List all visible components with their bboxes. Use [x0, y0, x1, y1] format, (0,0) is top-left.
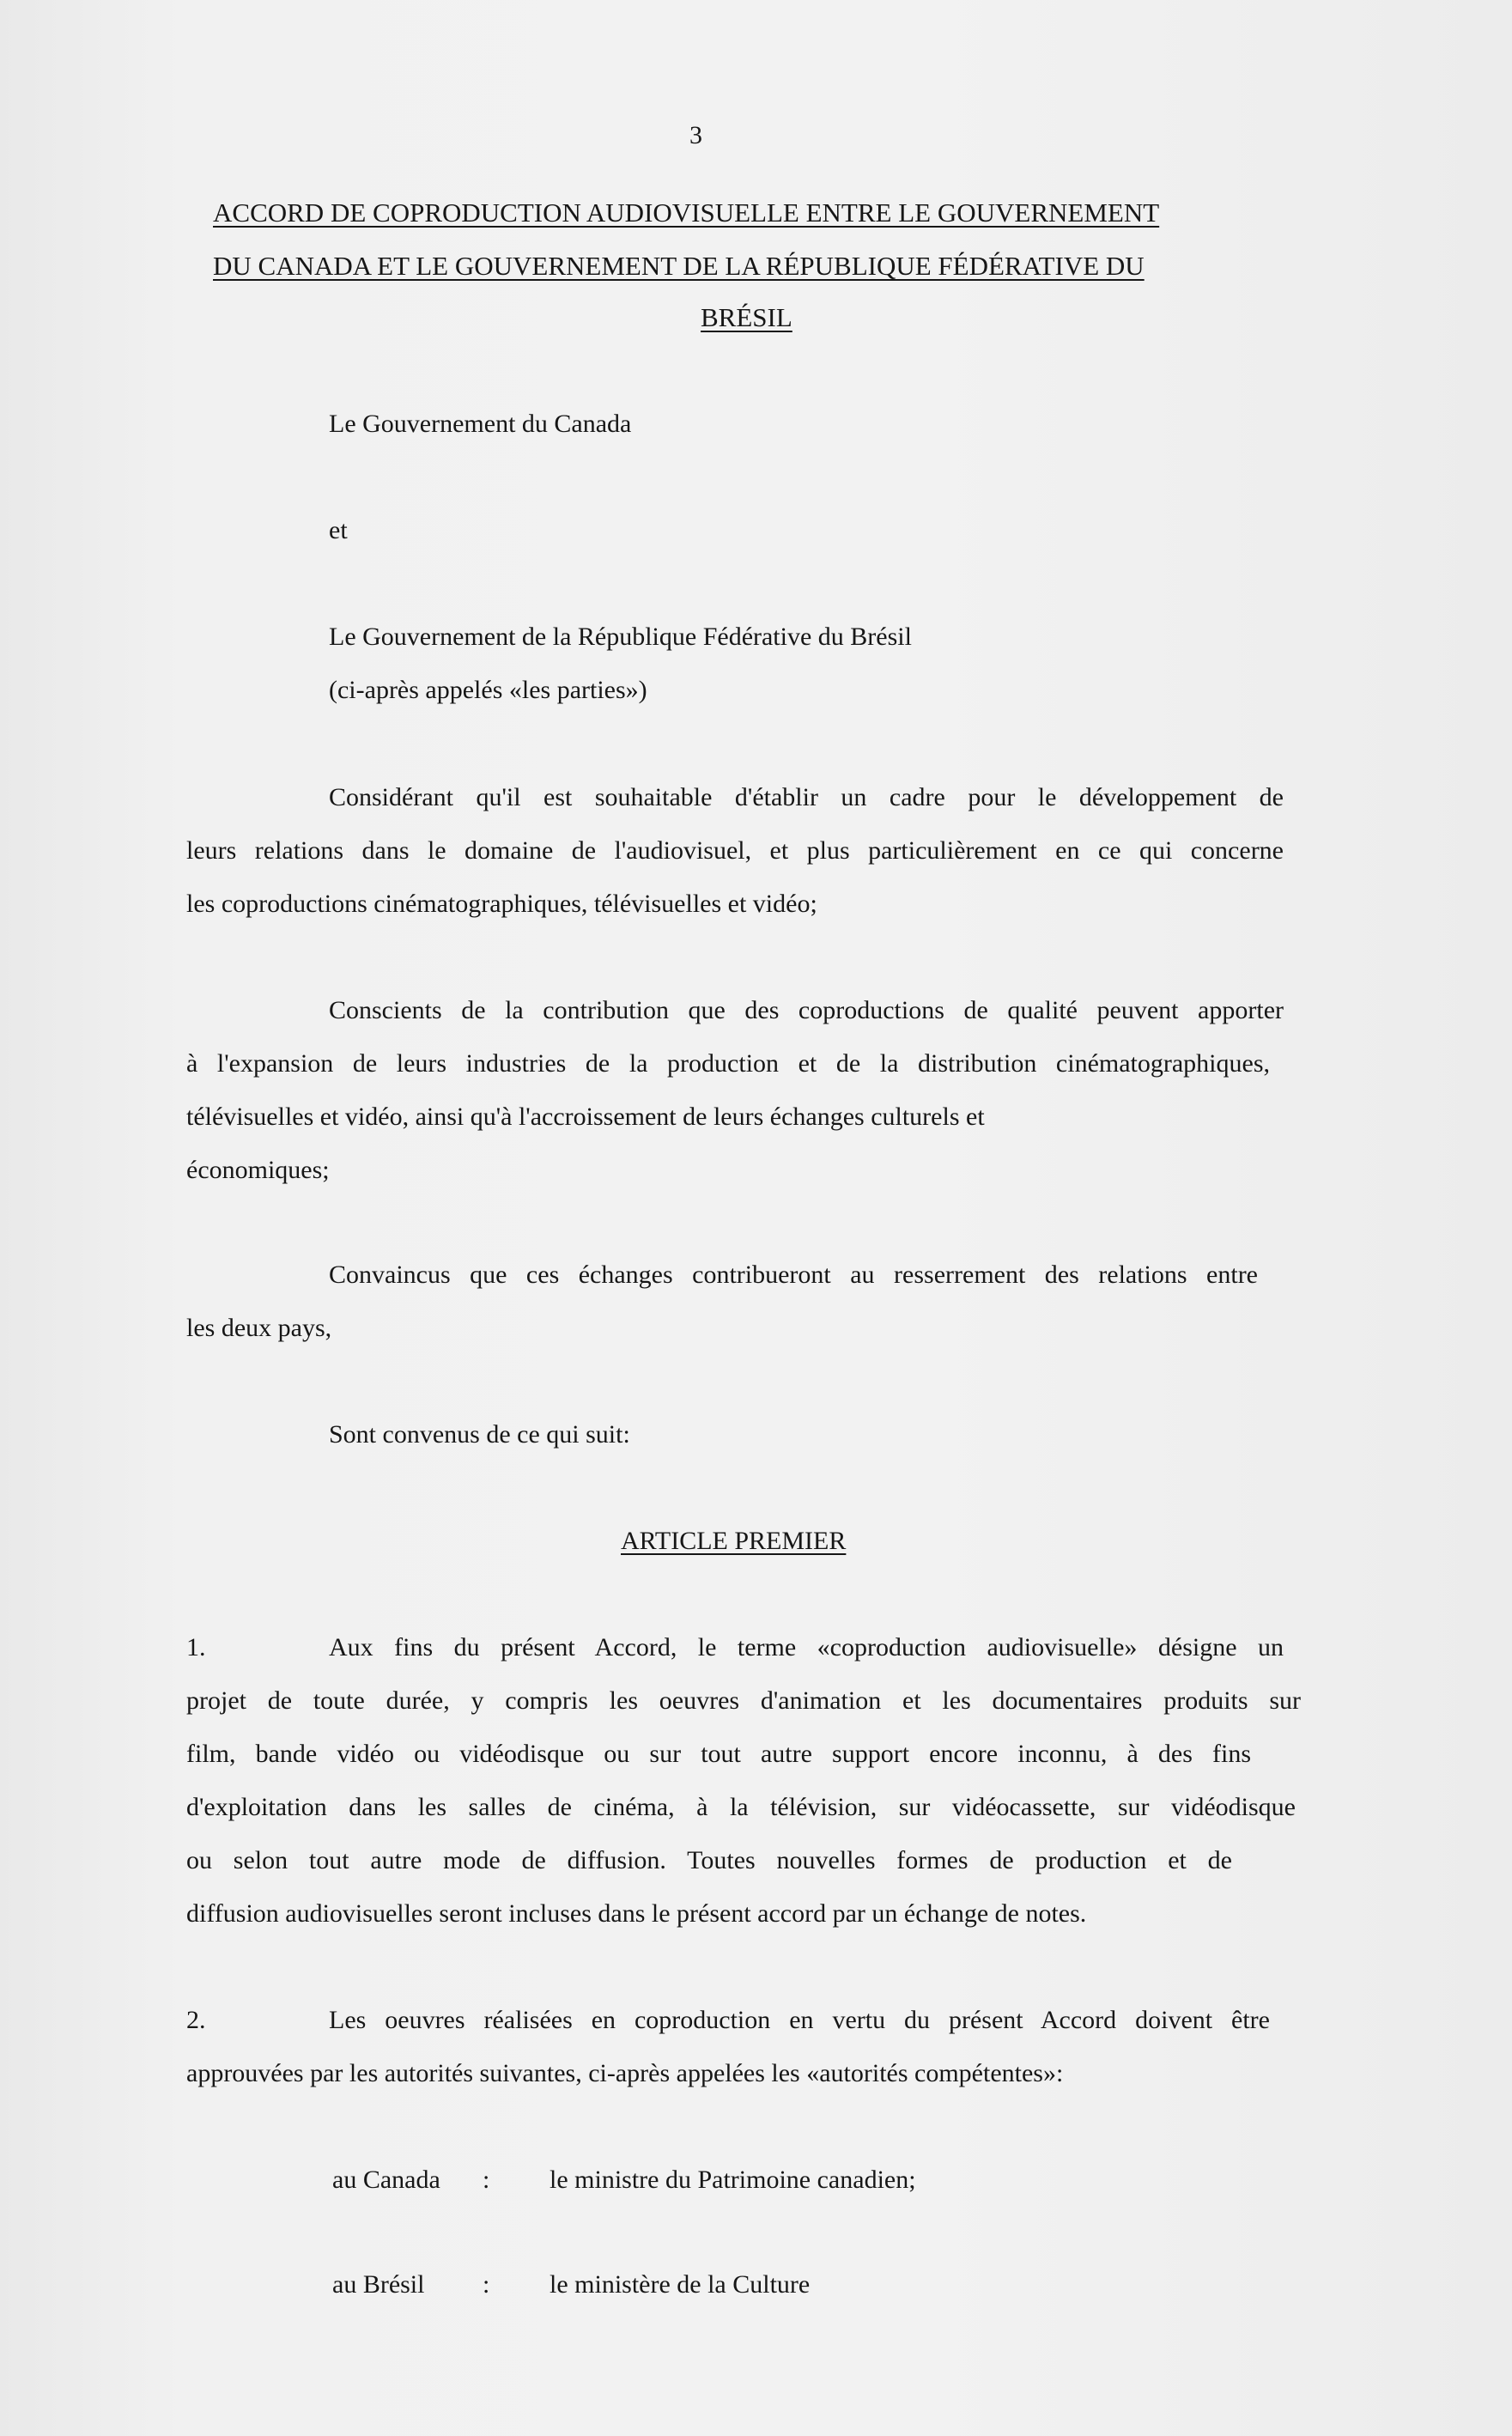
article-heading: ARTICLE PREMIER — [621, 1527, 847, 1555]
article-para-1-line-5: ou selon tout autre mode de diffusion. Toutes nouvelles formes de production et de — [186, 1846, 1232, 1874]
party-brazil: Le Gouvernement de la République Fédérative du Brésil — [329, 623, 912, 651]
article-para-1-line-3: film, bande vidéo ou vidéodisque ou sur tout autre support encore inconnu, à des fins — [186, 1740, 1251, 1768]
conscients-line-2: à l'expansion de leurs industries de la production et de la distribution cinématographiques, — [186, 1049, 1270, 1078]
sont-convenus: Sont convenus de ce qui suit: — [329, 1420, 630, 1449]
article-para-2-line-2: approuvées par les autorités suivantes, ci-après appelées les «autorités compétentes»: — [186, 2059, 1064, 2087]
considerant-line-3: les coproductions cinématographiques, télévisuelles et vidéo; — [186, 890, 817, 918]
authority-name-canada: le ministre du Patrimoine canadien; — [550, 2166, 916, 2194]
authority-colon-canada: : — [483, 2166, 490, 2194]
article-para-1-number: 1. — [186, 1633, 206, 1661]
authority-country-brazil: au Brésil — [332, 2270, 425, 2299]
conscients-line-4: économiques; — [186, 1156, 330, 1184]
article-para-1-line-2: projet de toute durée, y compris les oeuvres d'animation et les documentaires produits sur — [186, 1686, 1301, 1715]
authority-country-canada: au Canada — [332, 2166, 440, 2194]
convaincus-line-2: les deux pays, — [186, 1314, 332, 1342]
agreement-title-line-3: BRÉSIL — [701, 302, 792, 332]
conscients-line-1: Conscients de la contribution que des coproductions de qualité peuvent apporter — [329, 996, 1284, 1024]
considerant-line-1: Considérant qu'il est souhaitable d'établir un cadre pour le développement de — [329, 783, 1284, 811]
considerant-line-2: leurs relations dans le domaine de l'audiovisuel, et plus particulièrement en ce qui concerne — [186, 836, 1284, 865]
article-para-1-line-6: diffusion audiovisuelles seront incluses dans le présent accord par un échange de notes. — [186, 1899, 1087, 1928]
authority-name-brazil: le ministère de la Culture — [550, 2270, 811, 2299]
convaincus-line-1: Convaincus que ces échanges contribueront au resserrement des relations entre — [329, 1261, 1258, 1289]
agreement-title-line-2: DU CANADA ET LE GOUVERNEMENT DE LA RÉPUBLIQUE FÉDÉRATIVE DU — [213, 251, 1145, 281]
article-para-1-line-4: d'exploitation dans les salles de cinéma, à la télévision, sur vidéocassette, sur vidéodisque — [186, 1793, 1296, 1821]
page-number: 3 — [689, 121, 702, 149]
parties-designation: (ci-après appelés «les parties») — [329, 676, 647, 704]
article-para-2-line-1: Les oeuvres réalisées en coproduction en vertu du présent Accord doivent être — [329, 2006, 1270, 2034]
article-para-2-number: 2. — [186, 2006, 206, 2034]
conscients-line-3: télévisuelles et vidéo, ainsi qu'à l'accroissement de leurs échanges culturels et — [186, 1103, 985, 1131]
agreement-title-line-1: ACCORD DE COPRODUCTION AUDIOVISUELLE ENTRE LE GOUVERNEMENT — [213, 197, 1160, 228]
article-para-1-line-1: Aux fins du présent Accord, le terme «coproduction audiovisuelle» désigne un — [329, 1633, 1284, 1661]
authority-colon-brazil: : — [483, 2270, 490, 2299]
party-canada: Le Gouvernement du Canada — [329, 410, 632, 438]
party-conjunction: et — [329, 516, 348, 544]
